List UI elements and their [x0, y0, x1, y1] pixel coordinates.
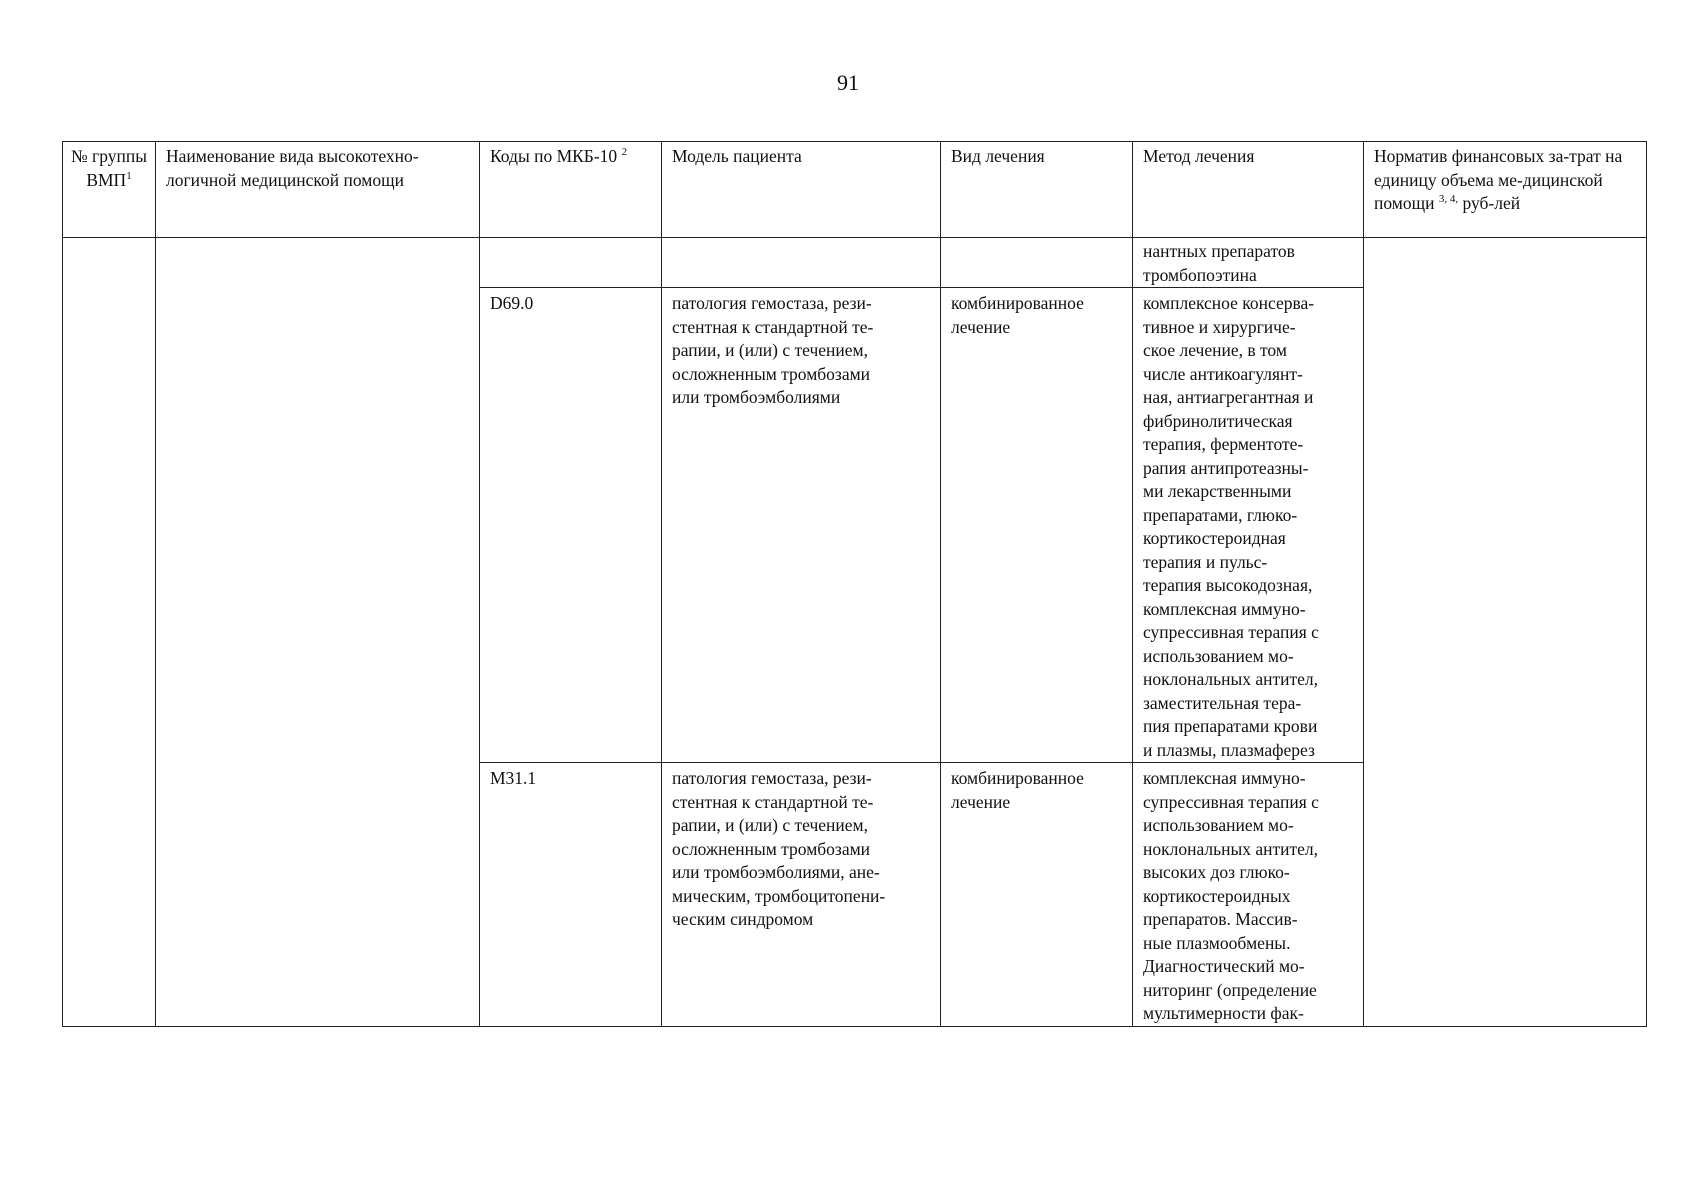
header-group-no: № группы ВМП$^1$ [63, 142, 156, 238]
header-treatment-type: Вид лечения [941, 142, 1133, 238]
vmp-table [62, 141, 1647, 1027]
group-no-cell [63, 238, 156, 1027]
header-codes: Коды по МКБ-10 $^2$ [480, 142, 662, 238]
code-cell: D69.0 [480, 288, 662, 763]
table-header [63, 142, 1647, 238]
treatment-type-cell: комбинированное лечение [941, 763, 1133, 1027]
patient-model-cell: патология гемостаза, рези- стентная к стандартной те- рапии, и (или) с течением, осложненным тромбозами или тромбоэмболиями [662, 288, 941, 763]
treatment-method-cell: комплексная иммуно- супрессивная терапия с использованием мо- ноклональных антител, высоких доз глюко- кортикостероидных препаратов. Массив- ные плазмообмены. Диагностический мо- ниторинг (определение мультимерности фак- [1133, 763, 1364, 1027]
treatment-type-cell [941, 238, 1133, 288]
code-cell: M31.1 [480, 763, 662, 1027]
header-treatment-method: Метод лечения [1133, 142, 1364, 238]
patient-model-cell: патология гемостаза, рези- стентная к стандартной те- рапии, и (или) с течением, осложненным тромбозами или тромбоэмболиями, ане- мическим, тромбоцитопени- ческим синдромом [662, 763, 941, 1027]
code-cell [480, 238, 662, 288]
header-cost-norm: Норматив финансовых за-трат на единицу объема ме-дицинской помощи $^{3, 4,}$ руб-лей [1364, 142, 1647, 238]
treatment-method-cell: комплексное консерва- тивное и хирургиче- ское лечение, в том числе антикоагулянт- ная, антиагрегантная и фибринолитическая терапия, ферментоте- рапия антипротеазны- ми лекарственными препаратами, глюко- кортикостероидная терапия и пульс- терапия высокодозная, комплексная иммуно- супрессивная терапия с использованием мо- ноклональных антител, заместительная тера- пия препаратами крови и плазмы, плазмаферез [1133, 288, 1364, 763]
header-patient-model: Модель пациента [662, 142, 941, 238]
table-row [63, 238, 1647, 288]
patient-model-cell [662, 238, 941, 288]
header-name: Наименование вида высокотехно-логичной медицинской помощи [156, 142, 480, 238]
page-number: 91 [837, 70, 859, 95]
name-cell [156, 238, 480, 1027]
cost-norm-cell [1364, 238, 1647, 1027]
treatment-type-cell: комбинированное лечение [941, 288, 1133, 763]
treatment-method-cell: нантных препаратов тромбопоэтина [1133, 238, 1364, 288]
